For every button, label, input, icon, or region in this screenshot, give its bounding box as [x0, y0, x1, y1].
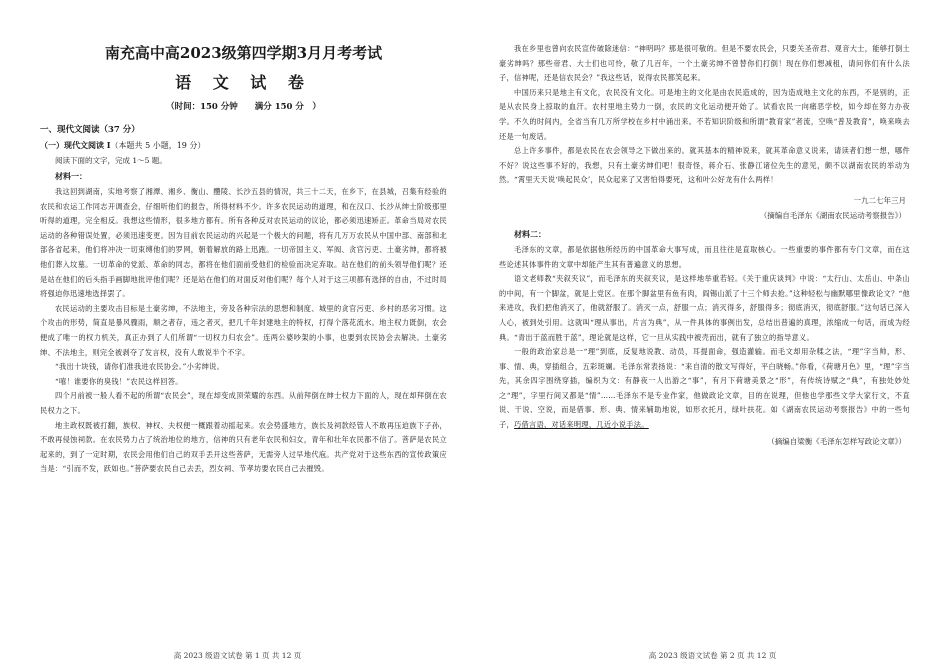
paragraph-with-underline — [499, 345, 910, 433]
underlined-phrase: 巧借言语、对话来明理，几近小说手法。 — [513, 420, 649, 430]
page-footer: 高 2023 级语文试卷 第 2 页 共 12 页 — [648, 651, 777, 660]
source-citation: （摘编自毛泽东《湖南农民运动考察报告》） — [759, 210, 906, 220]
paragraph-text: 一般的政治家总是一“理”到底，反复地说教、动员，耳提面命，强造灌输。而毛文却用杂糅之法，“理”字当帅，形、事、情、典，穿插组合，五彩斑斓。毛泽东常表扬说：“来自清的散文写得好，平白晓畅。”你看，《荷塘月色》里，“理”字当先，其余四字围绕穿插，编织为文：有静夜一人出游之“事”，有月下荷塘美景之“形”，有传统诗赋之“典”，有独处妙处之“理”，字里行间又都是“情”……毛泽东不是专业作家，他做政论文章，目的在说理，但他也学那些文学大家行文，不直说、干说、空说，而是借事、形、典、情来辅助地说，如形衣托月，绿叶扶花。如《湖南农民运动考察报告》中的一些句子， — [499, 347, 910, 430]
exam-meta: （时间：150 分钟 满分 150 分 ） — [166, 102, 321, 112]
paragraph: 总上许多事件，都是农民在农会领导之下做出来的。就其基本的精神说来，就其革命意义说来，请读者们想一想，哪件不好？说这些事不好的，我想，只有土豪劣绅们吧！很奇怪，蒋介石、张静江诸位先生的意见，颇不以湖南农民的举动为然。“霄里天天说‘唤起民众’，民众起来了又害怕得要死，这和叶公好龙有什么两样！ — [499, 146, 910, 185]
section-heading: 一、现代文阅读（37 分） — [40, 125, 140, 135]
subsection-heading-rest: （本题共 5 小题，19 分） — [110, 141, 206, 150]
paragraph: 农民运动的主要攻击目标是土豪劣绅，不法地主，旁及各种宗法的思想和制度、城里的贪官污吏、乡村的恶劣习惯。这个攻击的形势，简直是暴风骤雨，顺之者存，违之者灭，把几千年封建地主的特权，打得个落花流水。地主权力既倒，农会便成了唯一的权力机关，真正办到了人们所谓“一切权力归农会”。连两公婆吵架的小事，也要到农民协会去解决。土豪劣绅、不法地主，则完全被剥夺了发言权，没有人敢说半个不字。 — [40, 303, 447, 357]
exam-title: 南充高中高2023级第四学期3月月考考试 — [104, 44, 383, 62]
page-2 — [475, 0, 950, 671]
paragraph: 语文老师教“夹叙夹议”，而毛泽东的夹叙夹议，是这样地举重若轻。《关于重庆谈判》中说：“太行山、太岳山、中条山的中间，有一个脚盆，就是上党区。在那个脚盆里有鱼有肉，阎锡山派了十三个师去抢。”这种轻松与幽默哪里像政论文？“他来进攻，我们把他消灭了，他就舒服了。消灭一点，舒服一点；消灭得多，舒服得多；彻底消灭，彻底舒服。”这句话已深入人心，被到处引用。这就叫“理从事出，片言为典”，从一件具体的事例出发，总结出普遍的真理，浓缩成一句话，而成为经典。“青出于蓝而胜于蓝”，理论就是这样，它一旦从实践中被壳而出，就有了独立的指导意义。 — [499, 274, 910, 342]
material-one-label: 材料一： — [55, 171, 87, 181]
paragraph: 我这回到湖南，实地考察了湘潭、湘乡、衡山、醴陵、长沙五县的情况，共三十二天，在乡下，在县城，召集有经验的农民和农运工作同志开调查会，仔细听他们的报告，所得材料不少。许多农民运动的道理，和在汉口、长沙从绅士阶级那里听得的道理，完全相反。我想这些情形，很多地方都有。所有各种反对农民运动的议论，都必须迅速矫正。革命当局对农民运动的各种错误处置，必须迅速变更。因为目前农民运动的兴起是一个极大的问题，将有几万万农民从中国中部、南部和北部各省起来，他们将冲决一切束缚他们的罗网，朝着解放的路上迅跑。一切帝国主义、军阀、贪官污吏、土豪劣绅，都将被他们葬入坟墓。一切革命的党派、革命的同志，都将在他们面前受他们的检验而决定弃取。站在他们的前头领导他们呢？还是站在他们的后头指手画脚地批评他们呢？还是站在他们的对面反对他们呢？每个人对于这三项都有选择的自由，不过时局将强迫你迅速地选择罢了。 — [40, 187, 447, 299]
subject-title: 语 文 试 卷 — [175, 73, 312, 92]
source-citation: （摘编自梁衡《毛泽东怎样写政论文章》） — [767, 436, 906, 446]
paragraph: 中国历来只是地主有文化，农民没有文化。可是地主的文化是由农民造成的，因为造成地主文化的东西，不是别的，正是从农民身上掠取的血汗。农村里地主势力一倒，农民的文化运动便开始了。试看农民一向痛恶学校，如今却在努力办夜学。不久的时间内，全省当有几万所学校在乡村中涌出来。不若知识阶级和所谓“教育家”者流，空唤“普及教育”，唤来唤去还是一句废话。 — [499, 87, 910, 141]
paragraph: 地主政权既被打翻，族权、神权、夫权便一概跟着动摇起来。农会势盛地方，族长及祠款经管人不敢再压迫族下子孙，不敢再侵蚀祠款。在农民势力占了统治地位的地方，信神的只有老年农民和妇女，青年和壮年农民都不信了。菩萨是农民立起来的，到了一定时期，农民会用他们自己的双手丢开这些菩萨，无需旁人过早地代庖。共产党对于这些东西的宣传政策应当是：“引而不发，跃如也。”菩萨要农民自己去丢，烈女祠、节孝坊要农民自己去摧毁。 — [40, 420, 447, 474]
paragraph: 四个月前被一般人看不起的所谓“农民会”，现在却变成顶荣耀的东西。从前拜倒在绅士权力下面的人，现在却拜倒在农民权力之下。 — [40, 391, 447, 415]
date-signature: 一九二七年三月 — [853, 195, 906, 205]
paragraph: “我出十块钱，请你们准我进农民协会。”小劣绅说。 — [55, 362, 225, 372]
paragraph: 毛泽东的文章，都是依据他所经历的中国革命大事写成，而且往往是直取核心。一些重要的事件都有专门文章，而在这些论述其体事件的文章中却能产生其有普遍意义的思想。 — [499, 244, 910, 269]
instruction: 阅读下面的文字，完成 1～5 题。 — [55, 156, 167, 165]
paragraph: “嘻！谁要你的臭钱！”农民这样回答。 — [55, 376, 183, 386]
page-footer: 高 2023 级语文试卷 第 1 页 共 12 页 — [173, 651, 302, 660]
subsection-heading-bold: （一）现代文阅读 I — [40, 140, 111, 150]
subsection-heading — [40, 139, 447, 152]
material-two-label: 材料二： — [514, 228, 546, 239]
paragraph: 我在乡里也曾向农民宣传破除迷信：“神明吗？那是很可敬的。但是不要农民会，只要关圣帝君、观音大士，能够打倒土豪劣绅吗？那些帝君、大士们也可怜，敬了几百年，一个土豪劣绅不曾替你们打倒！现在你们想减租，请问你们有什么法子，信神呢，还是信农民会？”我这些话，说得农民都笑起来。 — [499, 44, 910, 83]
